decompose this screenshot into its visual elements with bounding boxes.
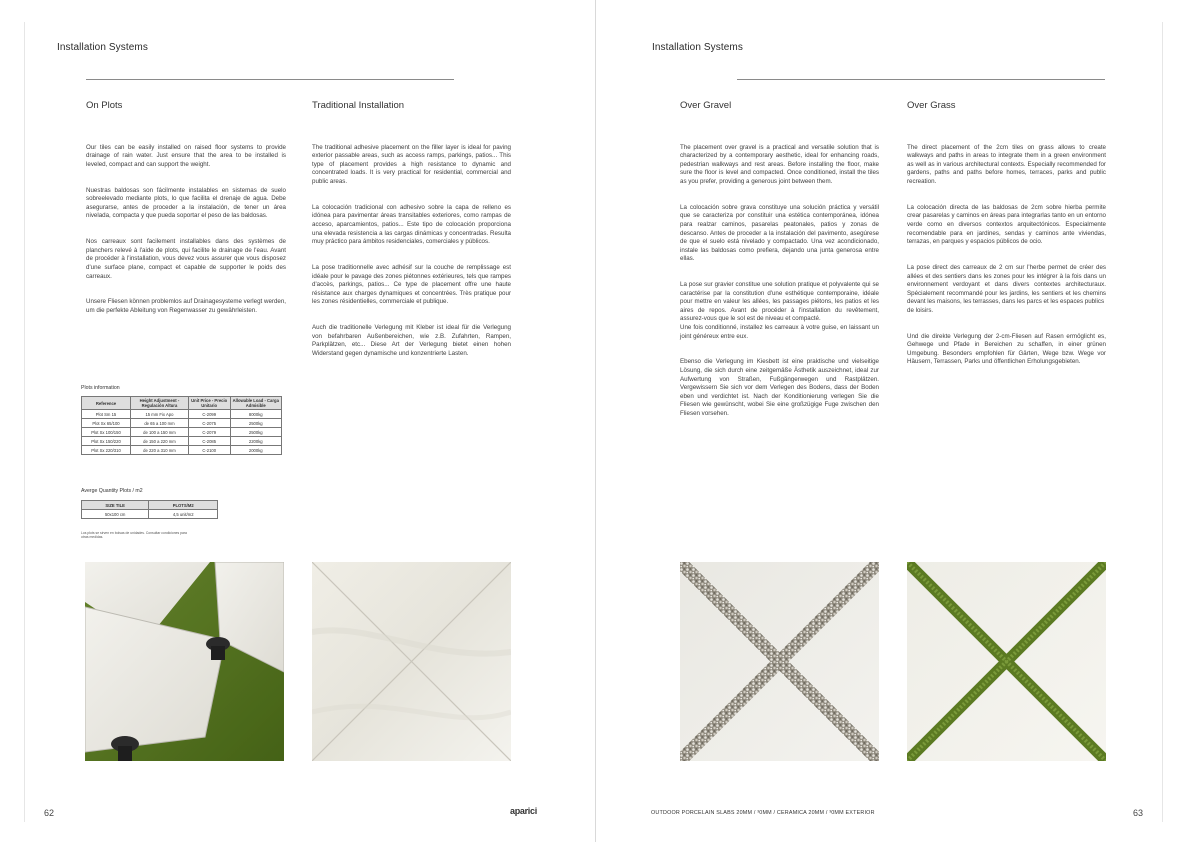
right-running-header: Installation Systems	[652, 42, 743, 53]
left-page-edge	[24, 22, 25, 822]
left-running-header: Installation Systems	[57, 42, 148, 53]
table-cell: de 65 a 100 mm	[131, 419, 189, 428]
over-grass-paragraph-es: La colocación directa de las baldosas de 2cm sobre hierba permite crear pasarelas y caminos en áreas para integrarlas tanto en un entorno verde como en diversos contextos arquitectónicos. Especialmente recomendable para en jardines, sendas y caminos ante viviendas, terrazas, en parques y espacios públicos de ocio.	[907, 203, 1106, 246]
table-cell: C-2100	[188, 446, 230, 455]
table-cell: 2200kg	[230, 437, 281, 446]
col-title-traditional: Traditional Installation	[312, 100, 405, 111]
over-gravel-paragraph-de: Ebenso die Verlegung im Kiesbett ist eine praktische und vielseitige Lösung, die sich durch eine zeitgemäße Ästhetik auszeichnet, ideal zur Aufwertung von Straßen, Fußgängerwegen und Rastplätzen. Vergewissern Sie sich vor dem Verlegen des Bodens, dass der Boden eben und verdichtet ist. Nach der Konditionierung verlegen Sie die Fliesen wie gewünscht, wobei Sie eine großzügige Fuge zwischen den Fliesen vorsehen.	[680, 358, 879, 417]
table-row	[82, 437, 282, 446]
over-grass-paragraph-de: Und die direkte Verlegung der 2-cm-Fliesen auf Rasen ermöglicht es, Gehwege und Pfade in Bereichen zu schaffen, in einer grünen Umgebung. Besonders empfohlen für Gärten, Wege bzw. Wege vor Häusern, Terrassen, Parks und öffentlichen Erholungsgebieten.	[907, 332, 1106, 366]
photo-over-grass	[907, 562, 1106, 761]
right-page-edge	[1162, 22, 1163, 822]
on-plots-text	[86, 135, 286, 333]
traditional-paragraph-fr: La pose traditionnelle avec adhésif sur la couche de remplissage est idéale pour le pavage des zones piétonnes extérieures, tels que rampes d'accès, parkings, patios... Ce type de placement offre une haute résistance aux charges dynamiques et concentrées. Très pratique pour les zones résidentielles, commerciale et publique.	[312, 263, 511, 306]
table-cell: 15 mm Fix Apo	[131, 410, 189, 419]
traditional-paragraph-de: Auch die traditionelle Verlegung mit Kleber ist ideal für die Verlegung von befahrbaren Außenbereichen, wie z.B. Zufahrten, Rampen, Parkplätzen, etc... Diese Art der Verlegung bietet einen hohen Widerstand gegen dynamische und konzentrierte Lasten.	[312, 324, 511, 357]
plots-table-caption: Plots information	[81, 385, 120, 391]
traditional-paragraph-en: The traditional adhesive placement on the filler layer is ideal for paving exterior passable areas, such as access ramps, parkings, patios... This type of placement provides a high resistance to dynamic and concentrated loads. It is very practical for residential, commercial and public areas.	[312, 143, 511, 185]
table-header: Allowable Load - Carga Admisible	[230, 397, 281, 410]
table-cell: Plot Sx 150/220	[82, 437, 131, 446]
table-cell: Plot Sx 100/150	[82, 428, 131, 437]
over-gravel-paragraph-fr: La pose sur gravier constitue une solution pratique et polyvalente qui se caractérise par la constitution d'une esthétique contemporaine, idéale pour mettre en valeur les allées, les passages piétons, les patios et les aires de repos. Avant de procéder à l'installation du revêtement, assurez-vous que le sol est de niveau et compacté. Une fois conditionné, installez les carreaux à votre guise, en laissant un joint généreux entre eux.	[680, 281, 879, 340]
on-plots-paragraph-fr: Nos carreaux sont facilement installables dans des systèmes de planchers relevé à l'aide de plots, qui facilite le drainage de l'eau. Avant de procéder à l'installation, vous devez vous assurer que vous disposez d'une surface plane, compact et capable de supporter le poids des carreaux.	[86, 238, 286, 280]
table-cell: 4,5 unit/m2	[149, 510, 218, 519]
over-gravel-paragraph-es: La colocación sobre grava constituye una solución práctica y versátil que se caracteriza por constituir una estética contemporánea, idónea para realzar caminos, pasarelas peatonales, patios y zonas de descanso. Antes de proceder a la instalación del pavimento, asegúrese de que el suelo está nivelado y compactado. Una vez acondicionado, instale las baldosas como prefiera, dejando una junta generosa entre ellas.	[680, 203, 879, 263]
table-header: Unit Price - Precio Unitario	[188, 397, 230, 410]
left-header-rule	[86, 79, 454, 80]
table-cell: de 100 a 150 mm	[131, 428, 189, 437]
over-grass-paragraph-fr: La pose direct des carreaux de 2 cm sur l'herbe permet de créer des allées et des sentiers dans les zones pour les intégrer à la fois dans un environnement verdoyant et dans divers contextes architecturaux. Spécialement recommandé pour les jardins, les sentiers et les chemins devant les maisons, les terrasses, dans les parcs et les espaces publics de loisirs.	[907, 263, 1106, 314]
traditional-text	[312, 135, 511, 376]
table-header: Reference	[82, 397, 131, 410]
photo-over-gravel	[680, 562, 879, 761]
table-row	[82, 446, 282, 455]
table-cell: C-2075	[188, 419, 230, 428]
table-cell: C-2099	[188, 410, 230, 419]
page-spine	[595, 0, 596, 842]
table-cell: 2000kg	[230, 446, 281, 455]
on-plots-paragraph-de: Unsere Fliesen können problemlos auf Drainagesysteme verlegt werden, um die perfekte Ableitung von Regenwasser zu gewährleisten.	[86, 298, 286, 314]
table-header: PLOTS/M2	[149, 501, 218, 510]
table-cell: C-2085	[188, 437, 230, 446]
col-title-over-grass: Over Grass	[907, 100, 956, 111]
plots-footnote: Los plots se sirven en bolsas de unidades. Consultar condiciones para otras medidas.	[81, 531, 187, 540]
table-cell: de 220 a 310 mm	[131, 446, 189, 455]
table-row	[82, 419, 282, 428]
plots-per-m2-caption: Averge Quantity Plots / m2	[81, 488, 143, 494]
plots-info-table	[81, 396, 282, 455]
table-cell: 2500kg	[230, 419, 281, 428]
photo-traditional-installation	[312, 562, 511, 761]
table-cell: 8000kg	[230, 410, 281, 419]
right-header-rule	[737, 79, 1105, 80]
table-cell: de 150 a 220 mm	[131, 437, 189, 446]
table-cell: Plot Sm 15	[82, 410, 131, 419]
table-row	[82, 428, 282, 437]
col-title-on-plots: On Plots	[86, 100, 123, 111]
brand-logo: aparici	[510, 806, 537, 816]
over-grass-paragraph-en: The direct placement of the 2cm tiles on grass allows to create walkways and paths in areas to integrate them in a green environment as well as in various architectural contexts. Especially recommended for gardens, paths and paths before homes, terraces, parks and public recreation.	[907, 143, 1106, 185]
over-gravel-text	[680, 135, 879, 436]
table-cell: 2500kg	[230, 428, 281, 437]
table-row	[82, 410, 282, 419]
table-cell: 50x100 cm	[82, 510, 149, 519]
traditional-paragraph-es: La colocación tradicional con adhesivo sobre la capa de relleno es idónea para pavimentar áreas transitables exteriores, como rampas de acceso, aparcamientos, patios... Este tipo de colocación proporciona una elevada resistencia a las cargas dinámicas y concentradas. Resulta muy práctico para ámbitos residenciales, comerciales y públicos.	[312, 203, 511, 246]
on-plots-paragraph-es: Nuestras baldosas son fácilmente instalables en sistemas de suelo sobreelevado mediante plots, lo que facilita el drenaje de agua. Debe asegurarse, antes de proceder a la instalación, de tener un área nivelada, compacta y que pueda soportar el peso de las baldosas.	[86, 186, 286, 220]
over-gravel-paragraph-en: The placement over gravel is a practical and versatile solution that is characterized by a contemporary aesthetic, ideal for enhancing roads, pedestrian walkways and rest areas. Before installing the floor, make sure the floor is level and compacted. Once conditioned, install the tiles as you prefer, providing a generous joint between them.	[680, 143, 879, 185]
table-row	[82, 510, 218, 519]
over-grass-text	[907, 135, 1106, 384]
col-title-over-gravel: Over Gravel	[680, 100, 732, 111]
plots-per-m2-table	[81, 500, 218, 519]
table-header: Height Adjustment - Regulación Altura	[131, 397, 189, 410]
right-page-number: 63	[1133, 808, 1144, 818]
footer-collection-text: OUTDOOR PORCELAIN SLABS 20MM / ³0MM / CERAMICA 20MM / ³0MM EXTERIOR	[651, 810, 875, 816]
on-plots-paragraph-en: Our tiles can be easily installed on raised floor systems to provide drainage of rain water. Just ensure that the area to be installed is leveled, compact and can support the weight.	[86, 143, 286, 168]
table-cell: Plot Sx 65/100	[82, 419, 131, 428]
table-cell: C-2079	[188, 428, 230, 437]
table-header: SIZE TILE	[82, 501, 149, 510]
photo-tiles-on-plots	[85, 562, 284, 761]
table-cell: Plot Sx 220/310	[82, 446, 131, 455]
left-page-number: 62	[44, 808, 55, 818]
